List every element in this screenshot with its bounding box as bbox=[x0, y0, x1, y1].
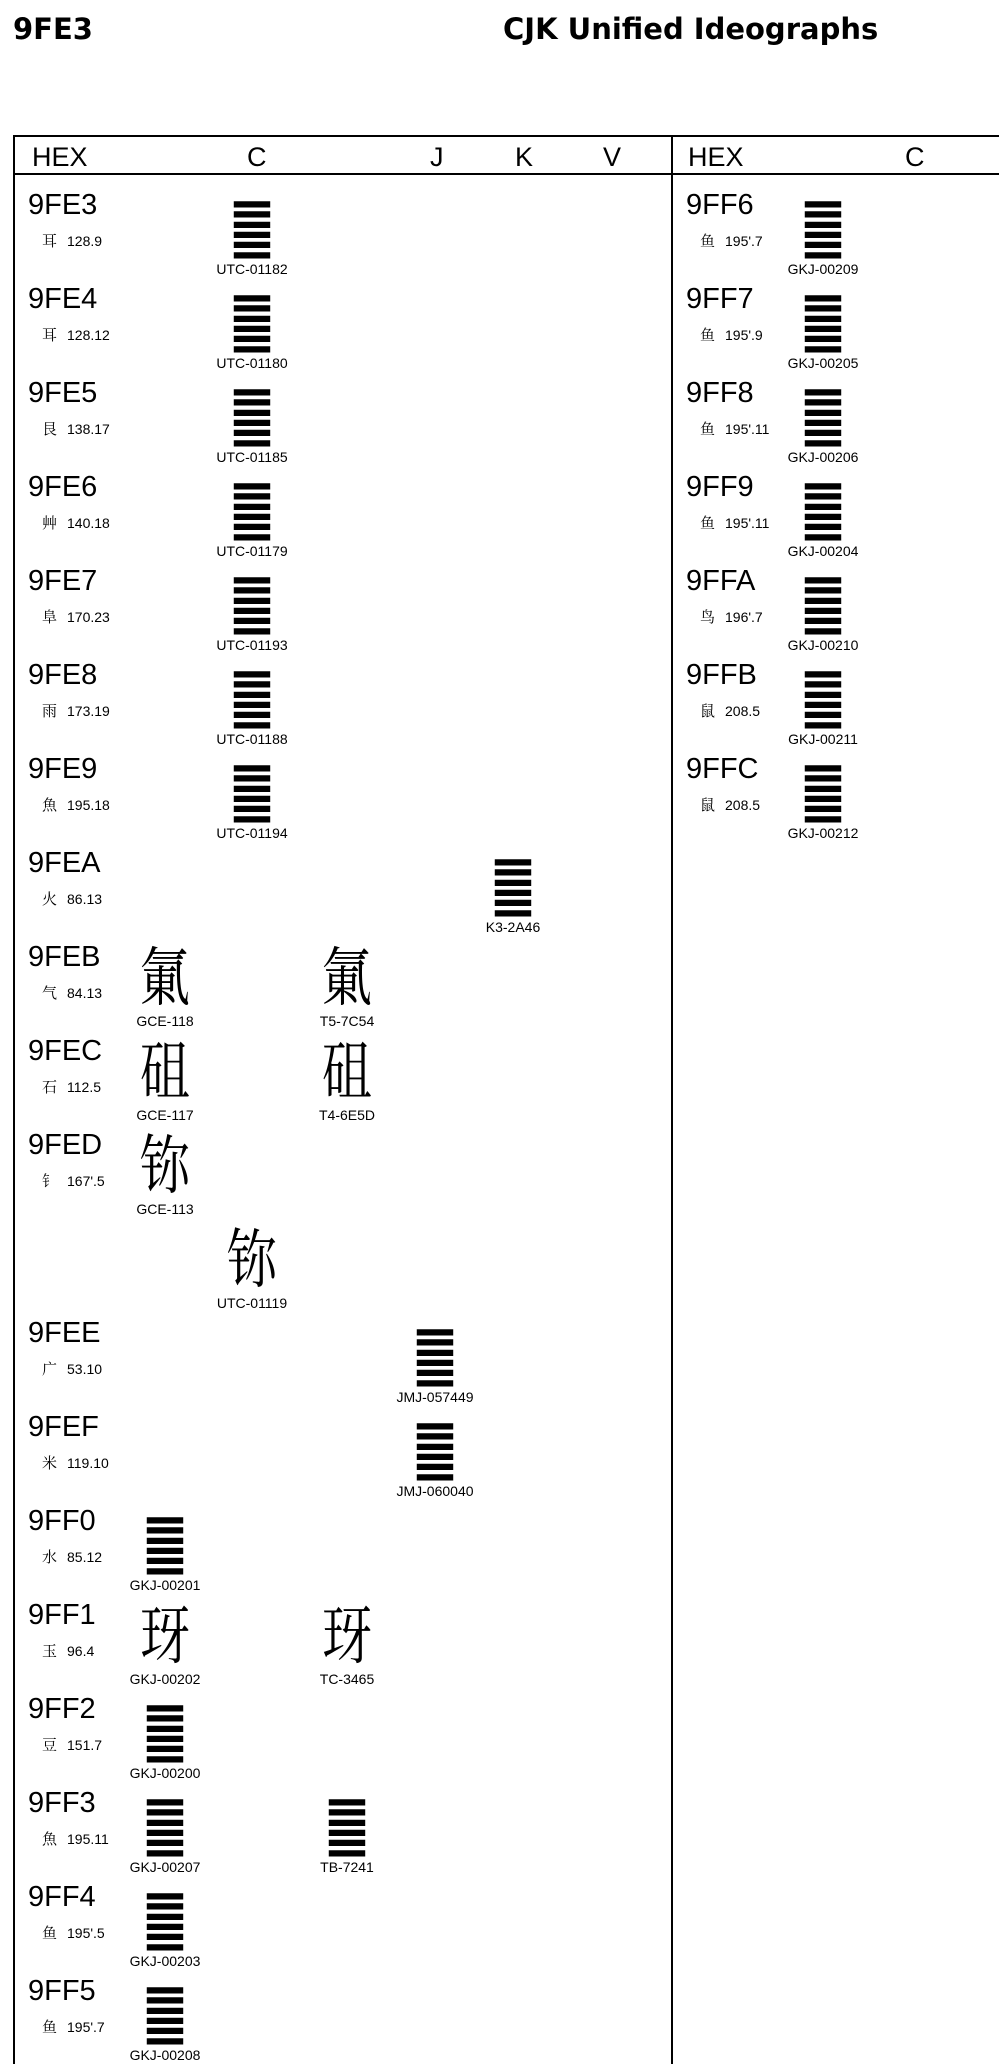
table-row bbox=[15, 1881, 671, 1975]
source-reference: GKJ-00209 bbox=[787, 261, 859, 277]
radical-char: 鱼 bbox=[700, 232, 716, 250]
glyph-cell bbox=[773, 755, 873, 841]
col-c-header: C bbox=[247, 142, 267, 172]
ideograph-glyph: ䷀ bbox=[800, 472, 846, 546]
source-reference: TB-7241 bbox=[320, 1859, 374, 1875]
table-row bbox=[673, 565, 999, 659]
glyph-cell bbox=[202, 191, 302, 277]
source-reference: GCE-117 bbox=[136, 1107, 194, 1123]
table-row bbox=[673, 189, 999, 283]
stroke-count: 138.17 bbox=[67, 421, 110, 437]
hex-code: 9FF9 bbox=[686, 471, 754, 503]
source-reference: K3-2A46 bbox=[485, 919, 541, 935]
radical-char: 雨 bbox=[42, 702, 58, 720]
ideograph-glyph: 玡 bbox=[140, 1600, 190, 1674]
stroke-count: 167'.5 bbox=[67, 1173, 105, 1189]
radical-char: 鱼 bbox=[700, 514, 716, 532]
source-reference: TC-3465 bbox=[319, 1671, 375, 1687]
radical-char: 阜 bbox=[42, 608, 58, 626]
radical-char: 火 bbox=[42, 890, 58, 908]
source-reference: UTC-01179 bbox=[216, 543, 288, 559]
source-reference: GCE-118 bbox=[136, 1013, 194, 1029]
hex-code: 9FEF bbox=[28, 1411, 99, 1443]
table-row bbox=[15, 1035, 671, 1129]
source-reference: GKJ-00202 bbox=[129, 1671, 201, 1687]
radical-stroke bbox=[700, 230, 763, 251]
source-reference: UTC-01185 bbox=[216, 449, 288, 465]
ideograph-glyph: ䷀ bbox=[490, 848, 536, 922]
radical-stroke bbox=[700, 606, 763, 627]
radical-char: 鱼 bbox=[42, 1924, 58, 1942]
stroke-count: 86.13 bbox=[67, 891, 103, 907]
stroke-count: 151.7 bbox=[67, 1737, 103, 1753]
glyph-cell bbox=[115, 1507, 215, 1593]
hex-code: 9FF6 bbox=[686, 189, 754, 221]
radical-stroke bbox=[42, 1734, 102, 1755]
radical-char: 钅 bbox=[42, 1172, 58, 1190]
stroke-count: 196'.7 bbox=[725, 609, 763, 625]
radical-stroke bbox=[700, 324, 763, 345]
source-reference: UTC-01193 bbox=[216, 637, 288, 653]
glyph-cell bbox=[463, 849, 563, 935]
glyph-cell bbox=[297, 1789, 397, 1875]
table-row bbox=[15, 847, 671, 941]
radical-char: 耳 bbox=[42, 326, 58, 344]
stroke-count: 195'.7 bbox=[67, 2019, 105, 2035]
ideograph-glyph: ䷀ bbox=[800, 378, 846, 452]
table-row bbox=[673, 753, 999, 847]
ideograph-glyph: ䷀ bbox=[324, 1788, 370, 1862]
hex-code: 9FED bbox=[28, 1129, 103, 1161]
ideograph-glyph: 氭 bbox=[140, 942, 190, 1016]
radical-char: 鸟 bbox=[700, 608, 716, 626]
table-row bbox=[15, 1599, 671, 1693]
radical-char: 魚 bbox=[42, 1830, 58, 1848]
source-reference: JMJ-060040 bbox=[396, 1483, 474, 1499]
hex-code: 9FE5 bbox=[28, 377, 98, 409]
source-reference: UTC-01188 bbox=[216, 731, 288, 747]
table-row bbox=[15, 377, 671, 471]
radical-stroke bbox=[700, 512, 769, 533]
source-reference: GKJ-00201 bbox=[129, 1577, 201, 1593]
stroke-count: 195'.9 bbox=[725, 327, 763, 343]
stroke-count: 208.5 bbox=[725, 703, 761, 719]
radical-stroke bbox=[42, 1170, 105, 1191]
ideograph-glyph: ䷀ bbox=[800, 566, 846, 640]
glyph-cell bbox=[385, 1319, 485, 1405]
ideograph-glyph: ䷀ bbox=[142, 1976, 188, 2050]
hex-code: 9FE4 bbox=[28, 283, 98, 315]
glyph-cell bbox=[202, 661, 302, 747]
radical-stroke bbox=[42, 1358, 102, 1379]
source-reference: GKJ-00211 bbox=[788, 731, 858, 747]
hex-code: 9FEB bbox=[28, 941, 101, 973]
ideograph-glyph: ䷀ bbox=[229, 378, 275, 452]
col-c-header: C bbox=[905, 142, 925, 172]
table-row bbox=[15, 1317, 671, 1411]
hex-code: 9FF8 bbox=[686, 377, 754, 409]
glyph-cell bbox=[773, 661, 873, 747]
table-row bbox=[15, 753, 671, 847]
table-row bbox=[15, 1975, 671, 2069]
hex-code: 9FE8 bbox=[28, 659, 98, 691]
stroke-count: 128.9 bbox=[67, 233, 103, 249]
stroke-count: 195.11 bbox=[67, 1831, 109, 1847]
source-reference: GKJ-00210 bbox=[787, 637, 859, 653]
radical-char: 玉 bbox=[42, 1642, 58, 1660]
source-reference: GKJ-00203 bbox=[129, 1953, 201, 1969]
ideograph-glyph: 氭 bbox=[322, 942, 372, 1016]
header-code: 9FE3 bbox=[13, 12, 93, 46]
table-row bbox=[15, 1787, 671, 1881]
radical-stroke bbox=[700, 794, 760, 815]
col-hex-header: HEX bbox=[32, 142, 88, 172]
table-row bbox=[673, 471, 999, 565]
table-row bbox=[15, 283, 671, 377]
radical-char: 鱼 bbox=[700, 420, 716, 438]
source-reference: T5-7C54 bbox=[319, 1013, 375, 1029]
ideograph-glyph: 砠 bbox=[322, 1036, 372, 1110]
stroke-count: 195'.11 bbox=[725, 515, 770, 531]
radical-char: 魚 bbox=[42, 796, 58, 814]
header-title: CJK Unified Ideographs bbox=[503, 12, 879, 46]
table-row bbox=[15, 941, 671, 1035]
glyph-cell bbox=[115, 1601, 215, 1687]
stroke-count: 195'.7 bbox=[725, 233, 763, 249]
radical-char: 广 bbox=[42, 1360, 58, 1378]
radical-char: 艮 bbox=[42, 420, 58, 438]
hex-code: 9FFC bbox=[686, 753, 759, 785]
source-reference: GKJ-00212 bbox=[787, 825, 859, 841]
hex-code: 9FF5 bbox=[28, 1975, 96, 2007]
radical-char: 石 bbox=[42, 1078, 58, 1096]
radical-char: 水 bbox=[42, 1548, 58, 1566]
ideograph-glyph: ䷀ bbox=[229, 754, 275, 828]
hex-code: 9FE3 bbox=[28, 189, 98, 221]
radical-stroke bbox=[700, 418, 769, 439]
radical-char: 豆 bbox=[42, 1736, 58, 1754]
stroke-count: 195'.11 bbox=[725, 421, 770, 437]
radical-char: 气 bbox=[42, 984, 58, 1002]
glyph-cell bbox=[297, 1037, 397, 1123]
glyph-cell bbox=[115, 1131, 215, 1217]
stroke-count: 85.12 bbox=[67, 1549, 103, 1565]
glyph-cell bbox=[115, 943, 215, 1029]
glyph-cell bbox=[202, 567, 302, 653]
radical-stroke bbox=[42, 700, 110, 721]
stroke-count: 195'.5 bbox=[67, 1925, 105, 1941]
radical-stroke bbox=[42, 1640, 94, 1661]
source-reference: T4-6E5D bbox=[318, 1107, 376, 1123]
hex-code: 9FE7 bbox=[28, 565, 98, 597]
code-chart-table-left bbox=[13, 135, 673, 2064]
radical-stroke bbox=[42, 888, 102, 909]
col-v-header: V bbox=[603, 142, 622, 172]
source-reference: GKJ-00206 bbox=[787, 449, 859, 465]
glyph-cell bbox=[773, 191, 873, 277]
hex-code: 9FF1 bbox=[28, 1599, 96, 1631]
table-row bbox=[15, 189, 671, 283]
table-row bbox=[15, 1411, 671, 1505]
table-row bbox=[15, 565, 671, 659]
hex-code: 9FEC bbox=[28, 1035, 103, 1067]
stroke-count: 119.10 bbox=[67, 1455, 109, 1471]
source-reference: GKJ-00200 bbox=[129, 1765, 201, 1781]
stroke-count: 140.18 bbox=[67, 515, 110, 531]
ideograph-glyph: ䷀ bbox=[800, 754, 846, 828]
radical-stroke bbox=[700, 700, 760, 721]
glyph-cell bbox=[297, 1601, 397, 1687]
hex-code: 9FF4 bbox=[28, 1881, 96, 1913]
glyph-cell bbox=[773, 567, 873, 653]
source-reference: GKJ-00207 bbox=[129, 1859, 201, 1875]
radical-char: 艸 bbox=[42, 514, 58, 532]
ideograph-glyph: ䷀ bbox=[229, 660, 275, 734]
stroke-count: 208.5 bbox=[725, 797, 761, 813]
ideograph-glyph: ䷀ bbox=[800, 190, 846, 264]
radical-stroke bbox=[42, 606, 110, 627]
glyph-cell bbox=[115, 1789, 215, 1875]
glyph-cell bbox=[202, 285, 302, 371]
radical-stroke bbox=[42, 1546, 102, 1567]
radical-stroke bbox=[42, 982, 102, 1003]
radical-stroke bbox=[42, 2016, 105, 2037]
source-reference: GCE-113 bbox=[136, 1201, 194, 1217]
source-reference: UTC-01194 bbox=[216, 825, 288, 841]
glyph-cell bbox=[385, 1413, 485, 1499]
stroke-count: 53.10 bbox=[67, 1361, 103, 1377]
hex-code: 9FF0 bbox=[28, 1505, 96, 1537]
radical-stroke bbox=[42, 1828, 109, 1849]
ideograph-glyph: ䷀ bbox=[142, 1506, 188, 1580]
source-reference: GKJ-00208 bbox=[129, 2047, 201, 2063]
ideograph-glyph: 砠 bbox=[140, 1036, 190, 1110]
ideograph-glyph: ䷀ bbox=[412, 1412, 458, 1486]
glyph-cell bbox=[115, 1037, 215, 1123]
radical-stroke bbox=[42, 512, 110, 533]
radical-char: 耳 bbox=[42, 232, 58, 250]
glyph-cell bbox=[773, 379, 873, 465]
radical-stroke bbox=[42, 324, 110, 345]
radical-char: 米 bbox=[42, 1454, 58, 1472]
radical-stroke bbox=[42, 418, 110, 439]
stroke-count: 84.13 bbox=[67, 985, 103, 1001]
col-hex-header: HEX bbox=[688, 142, 744, 172]
column-header-row bbox=[673, 137, 999, 175]
table-row bbox=[673, 377, 999, 471]
hex-code: 9FF3 bbox=[28, 1787, 96, 1819]
table-row bbox=[15, 659, 671, 753]
stroke-count: 195.18 bbox=[67, 797, 110, 813]
radical-char: 鱼 bbox=[700, 326, 716, 344]
ideograph-glyph: 鿭 bbox=[227, 1224, 277, 1298]
ideograph-glyph: ䷀ bbox=[229, 190, 275, 264]
source-reference: GKJ-00204 bbox=[787, 543, 859, 559]
ideograph-glyph: ䷀ bbox=[800, 660, 846, 734]
stroke-count: 112.5 bbox=[67, 1079, 102, 1095]
radical-stroke bbox=[42, 1922, 105, 1943]
col-j-header: J bbox=[430, 142, 444, 172]
ideograph-glyph: ䷀ bbox=[142, 1788, 188, 1862]
table-row bbox=[15, 1129, 671, 1223]
hex-code: 9FE6 bbox=[28, 471, 98, 503]
stroke-count: 96.4 bbox=[67, 1643, 95, 1659]
ideograph-glyph: 玡 bbox=[322, 1600, 372, 1674]
code-chart-table-right bbox=[671, 135, 999, 2064]
table-row bbox=[673, 283, 999, 377]
table-row bbox=[15, 471, 671, 565]
column-header-row bbox=[15, 137, 671, 175]
glyph-cell bbox=[773, 473, 873, 559]
hex-code: 9FF2 bbox=[28, 1693, 96, 1725]
glyph-cell bbox=[202, 473, 302, 559]
hex-code: 9FE9 bbox=[28, 753, 98, 785]
ideograph-glyph: ䷀ bbox=[229, 472, 275, 546]
hex-code: 9FFB bbox=[686, 659, 757, 691]
hex-code: 9FEA bbox=[28, 847, 101, 879]
table-row bbox=[15, 1693, 671, 1787]
source-reference: UTC-01182 bbox=[216, 261, 288, 277]
col-k-header: K bbox=[515, 142, 534, 172]
table-row bbox=[673, 659, 999, 753]
source-reference: JMJ-057449 bbox=[396, 1389, 474, 1405]
glyph-cell bbox=[202, 1225, 302, 1311]
stroke-count: 128.12 bbox=[67, 327, 110, 343]
table-row bbox=[15, 1505, 671, 1599]
ideograph-glyph: ䷀ bbox=[800, 284, 846, 358]
glyph-cell bbox=[115, 1695, 215, 1781]
glyph-cell bbox=[115, 1977, 215, 2063]
source-reference: UTC-01119 bbox=[216, 1295, 288, 1311]
radical-stroke bbox=[42, 1076, 101, 1097]
ideograph-glyph: 鿭 bbox=[140, 1130, 190, 1204]
source-reference: UTC-01180 bbox=[216, 355, 288, 371]
glyph-cell bbox=[773, 285, 873, 371]
radical-char: 鼠 bbox=[700, 796, 716, 814]
glyph-cell bbox=[297, 943, 397, 1029]
stroke-count: 170.23 bbox=[67, 609, 110, 625]
radical-char: 鱼 bbox=[42, 2018, 58, 2036]
ideograph-glyph: ䷀ bbox=[142, 1694, 188, 1768]
radical-stroke bbox=[42, 230, 102, 251]
ideograph-glyph: ䷀ bbox=[412, 1318, 458, 1392]
table-row bbox=[15, 1223, 671, 1317]
source-reference: GKJ-00205 bbox=[787, 355, 859, 371]
ideograph-glyph: ䷀ bbox=[229, 284, 275, 358]
hex-code: 9FF7 bbox=[686, 283, 754, 315]
ideograph-glyph: ䷀ bbox=[142, 1882, 188, 1956]
stroke-count: 173.19 bbox=[67, 703, 110, 719]
glyph-cell bbox=[202, 755, 302, 841]
glyph-cell bbox=[115, 1883, 215, 1969]
glyph-cell bbox=[202, 379, 302, 465]
radical-stroke bbox=[42, 1452, 109, 1473]
radical-stroke bbox=[42, 794, 110, 815]
radical-char: 鼠 bbox=[700, 702, 716, 720]
ideograph-glyph: ䷀ bbox=[229, 566, 275, 640]
hex-code: 9FFA bbox=[686, 565, 756, 597]
hex-code: 9FEE bbox=[28, 1317, 101, 1349]
